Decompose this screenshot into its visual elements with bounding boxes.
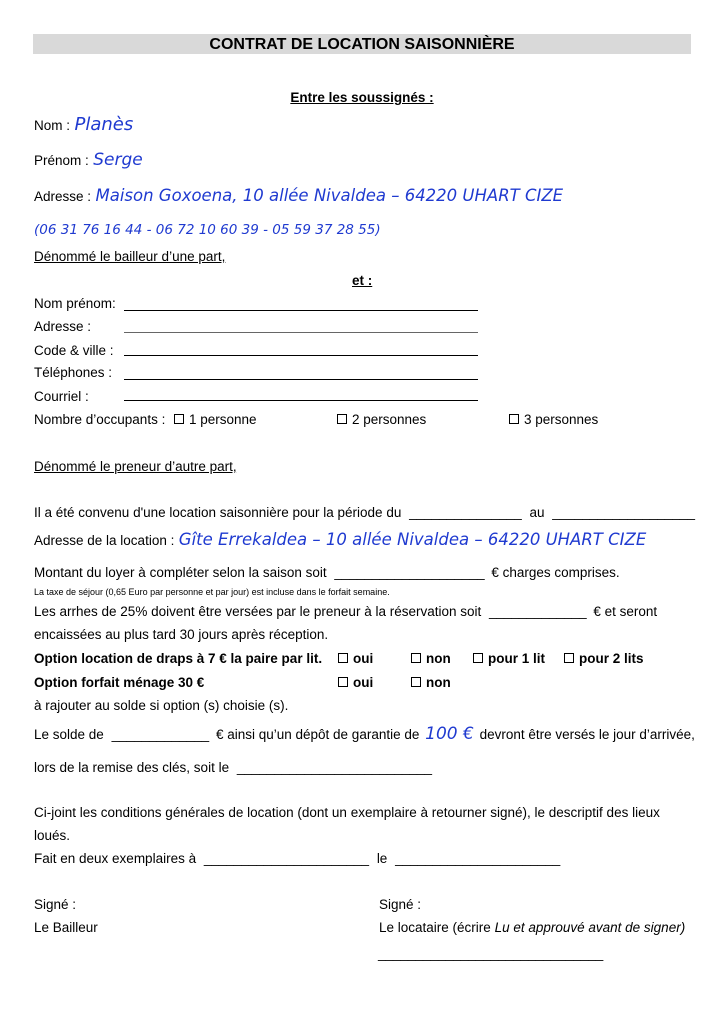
bailleur-prenom-row: [34, 150, 143, 170]
periode-row: [34, 505, 695, 521]
arrhes-text: Les arrhes de 25% doivent être versées par le preneur à la réservation soit: [34, 604, 482, 619]
nom-label: Nom :: [34, 118, 71, 133]
depot-garantie: 100 €: [425, 724, 474, 744]
solde-text: Le solde de: [34, 727, 104, 742]
menage-non[interactable]: non: [411, 675, 451, 691]
bailleur-nom-row: [34, 114, 133, 135]
remise-field[interactable]: __________________________: [236, 760, 433, 775]
occupants-option-3[interactable]: 3 personnes: [509, 412, 598, 428]
remise-text: lors de la remise des clés, soit le: [34, 760, 230, 775]
loyer-field[interactable]: ____________________: [334, 565, 485, 580]
bailleur-denomme: Dénommé le bailleur d’une part,: [34, 249, 226, 264]
solde-suffix: devront être versés le jour d’arrivée,: [479, 727, 695, 742]
checkbox-icon[interactable]: [473, 653, 483, 663]
periode-au-field[interactable]: ___________________: [552, 505, 695, 520]
arrhes-row: [34, 604, 657, 620]
loyer-suffix: € charges comprises.: [491, 565, 620, 580]
parties-intro: Entre les soussignés :: [290, 90, 434, 105]
solde-mid: € ainsi qu’un dépôt de garantie de: [215, 727, 420, 742]
preneur-denomme: Dénommé le preneur d’autre part,: [34, 459, 237, 474]
prenom-label: Prénom :: [34, 153, 89, 168]
periode-du-field[interactable]: _______________: [409, 505, 522, 520]
preneur-telephones-field[interactable]: [124, 379, 478, 380]
solde-field[interactable]: _____________: [111, 727, 210, 742]
preneur-nom-label: Nom prénom:: [34, 296, 116, 311]
checkbox-icon[interactable]: [509, 414, 519, 424]
preneur-courriel-label: Courriel :: [34, 389, 89, 404]
checkbox-icon[interactable]: [338, 677, 348, 687]
bailleur-adresse: Maison Goxoena, 10 allée Nivaldea – 64220 UHART CIZE: [95, 186, 564, 205]
arrhes-line2: encaissées au plus tard 30 jours après réception.: [34, 627, 329, 642]
draps-label: Option location de draps à 7 € la paire par lit.: [34, 651, 323, 666]
checkbox-icon[interactable]: [411, 653, 421, 663]
occupants-option-1[interactable]: 1 personne: [174, 412, 257, 428]
fait-text: Fait en deux exemplaires à: [34, 851, 197, 866]
fait-lieu-field[interactable]: ______________________: [203, 851, 370, 866]
location-adresse-row: [34, 530, 646, 550]
preneur-nom-field[interactable]: [124, 310, 478, 311]
arrhes-field[interactable]: _____________: [489, 604, 587, 619]
solde-row: [34, 726, 695, 743]
signe-right: Signé :: [379, 897, 422, 912]
preneur-telephones-label: Téléphones :: [34, 365, 113, 380]
draps-1-lit[interactable]: pour 1 lit: [473, 651, 545, 667]
page-title: CONTRAT DE LOCATION SAISONNIÈRE: [209, 36, 515, 53]
bailleur-telephones: (06 31 76 16 44 - 06 72 10 60 39 - 05 59 37 28 55): [34, 222, 381, 238]
periode-au-label: au: [529, 505, 545, 520]
draps-oui[interactable]: oui: [338, 651, 373, 667]
checkbox-icon[interactable]: [337, 414, 347, 424]
adresse-label: Adresse :: [34, 189, 92, 204]
taxe-note: La taxe de séjour (0,65 Euro par personne et par jour) est incluse dans le forfait semaine.: [34, 587, 390, 597]
preneur-code-ville-label: Code & ville :: [34, 343, 114, 358]
draps-non[interactable]: non: [411, 651, 451, 667]
locataire-signature-field[interactable]: ______________________________: [378, 946, 604, 961]
cijoint-line2: loués.: [34, 828, 71, 843]
signe-left: Signé :: [34, 897, 77, 912]
location-adresse: Gîte Errekaldea – 10 allée Nivaldea – 64220 UHART CIZE: [178, 530, 647, 549]
occupants-label: Nombre d’occupants :: [34, 412, 166, 427]
arrhes-suffix: € et seront: [593, 604, 658, 619]
loyer-text: Montant du loyer à compléter selon la saison soit: [34, 565, 327, 580]
checkbox-icon[interactable]: [411, 677, 421, 687]
occupants-option-2[interactable]: 2 personnes: [337, 412, 426, 428]
checkbox-icon[interactable]: [564, 653, 574, 663]
preneur-code-ville-field[interactable]: [124, 355, 478, 356]
bailleur-prenom: Serge: [93, 150, 143, 170]
bailleur-nom: Planès: [74, 114, 134, 135]
preneur-courriel-field[interactable]: [124, 400, 478, 401]
cijoint-line1: Ci-joint les conditions générales de location (dont un exemplaire à retourner signé), le descriptif des lieux: [34, 805, 660, 820]
preneur-adresse-label: Adresse :: [34, 319, 92, 334]
checkbox-icon[interactable]: [174, 414, 184, 424]
loyer-row: [34, 565, 620, 581]
menage-label: Option forfait ménage 30 €: [34, 675, 205, 690]
locataire-signature-label: Le locataire (écrire Lu et approuvé avant de signer): [379, 920, 686, 935]
location-adresse-label: Adresse de la location :: [34, 533, 175, 548]
remise-row: [34, 760, 432, 776]
fait-row: [34, 851, 560, 867]
draps-2-lits[interactable]: pour 2 lits: [564, 651, 644, 667]
fait-date-field[interactable]: ______________________: [395, 851, 561, 866]
bailleur-adresse-row: [34, 186, 563, 206]
checkbox-icon[interactable]: [338, 653, 348, 663]
et-label: et :: [352, 273, 373, 288]
preneur-adresse-field[interactable]: [124, 332, 478, 333]
rajouter-note: à rajouter au solde si option (s) choisie (s).: [34, 698, 289, 713]
periode-text: Il a été convenu d'une location saisonnière pour la période du: [34, 505, 402, 520]
bailleur-signature-label: Le Bailleur: [34, 920, 98, 935]
fait-le-label: le: [376, 851, 388, 866]
menage-oui[interactable]: oui: [338, 675, 373, 691]
